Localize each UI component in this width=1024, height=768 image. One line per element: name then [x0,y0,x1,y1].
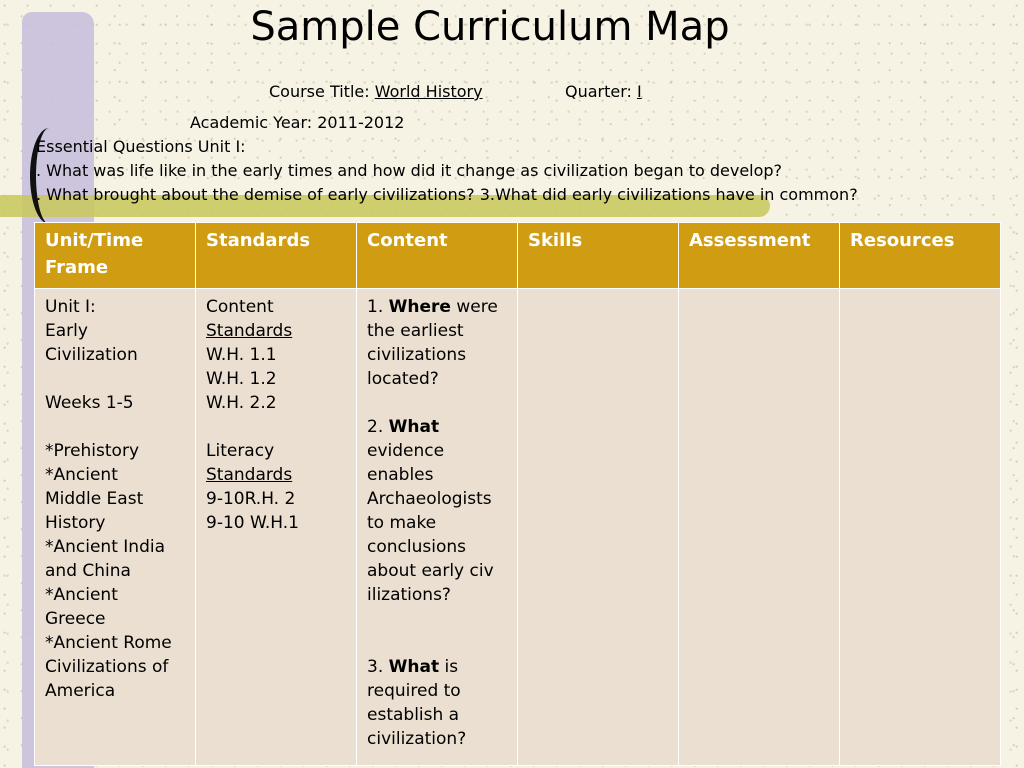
header-standards: Standards [196,223,357,289]
course-title-label: Course Title: [269,82,370,101]
cell-skills [518,289,679,766]
topic-line: America [45,681,116,701]
content-standards-label: Content [206,297,274,317]
question-number: 1. [367,297,389,317]
topic-line: Greece [45,609,106,629]
topic-line: History [45,513,106,533]
standard-item: 9-10R.H. 2 [206,489,296,509]
unit-label: Unit I: [45,297,96,317]
topic-line: and China [45,561,131,581]
header-content: Content [357,223,518,289]
quarter-label: Quarter: [565,82,632,101]
cell-assessment [679,289,840,766]
essential-questions [36,135,1016,207]
unit-name-line-1: Early [45,321,88,341]
topic-line: *Ancient [45,465,118,485]
content-standards-underlined: Standards [206,321,293,341]
topic-line: *Prehistory [45,441,139,461]
cell-unit-time-frame [35,289,196,766]
content-question-3 [367,655,507,751]
question-keyword: What [388,417,440,437]
cell-content [357,289,518,766]
header-assessment: Assessment [679,223,840,289]
topic-line: Middle East [45,489,144,509]
curriculum-table [34,222,1001,766]
essential-questions-heading: Essential Questions Unit I: [36,137,246,156]
standard-item: W.H. 1.1 [206,345,277,365]
question-text: were the earliest civilizations located? [367,297,498,389]
essential-question-1: . What was life like in the early times and how did it change as civilization began to develop? [36,161,783,180]
question-number: 3. [367,657,389,677]
quarter-line [565,82,642,101]
content-question-1 [367,295,507,391]
academic-year: Academic Year: 2011-2012 [190,113,405,132]
question-text: is required to establish a civilization? [367,657,467,749]
standard-item: W.H. 1.2 [206,369,277,389]
topic-line: *Ancient Rome [45,633,172,653]
table-header-row [35,223,1001,289]
quarter-value: I [637,82,642,101]
question-number: 2. [367,417,389,437]
unit-name-line-2: Civilization [45,345,138,365]
standard-item: 9-10 W.H.1 [206,513,299,533]
topic-line: *Ancient India [45,537,165,557]
header-resources: Resources [840,223,1001,289]
unit-weeks: Weeks 1-5 [45,393,134,413]
page-title: Sample Curriculum Map [250,4,730,50]
content-question-2 [367,415,507,607]
header-skills: Skills [518,223,679,289]
standard-item: W.H. 2.2 [206,393,277,413]
literacy-standards-underlined: Standards [206,465,293,485]
question-keyword: Where [388,297,451,317]
literacy-standards-label: Literacy [206,441,275,461]
header-unit-time-frame: Unit/Time Frame [35,223,196,289]
essential-question-2: . What brought about the demise of early civilizations? 3.What did early civilizations have in common? [36,185,858,204]
course-title-line [269,82,483,101]
course-title-value: World History [374,82,483,101]
table-row [35,289,1001,766]
question-keyword: What [388,657,440,677]
question-text: evidence enables Archaeologists to make conclusions about early civ ilizations? [367,441,494,605]
topic-line: Civilizations of [45,657,169,677]
cell-resources [840,289,1001,766]
topic-line: *Ancient [45,585,118,605]
cell-standards [196,289,357,766]
